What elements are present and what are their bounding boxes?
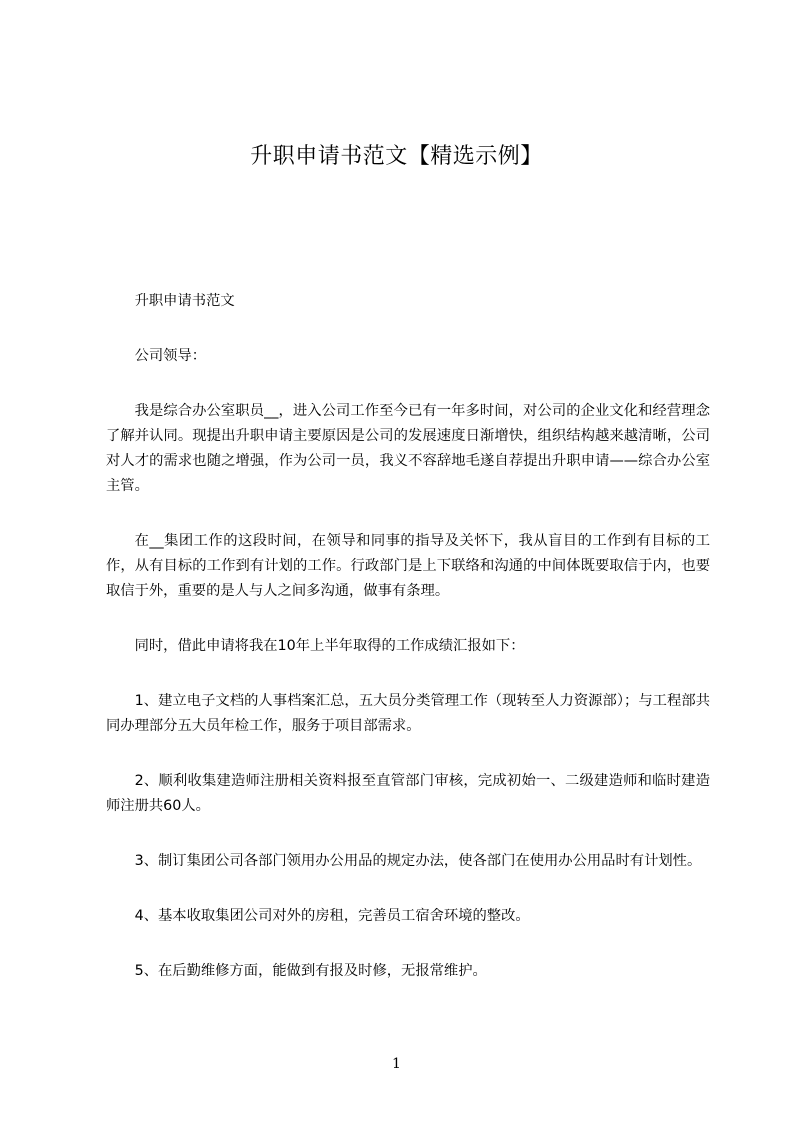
list-item-5: 5、在后勤维修方面，能做到有报及时修，无报常维护。: [134, 963, 487, 979]
paragraph-report-lead: 同时，借此申请将我在10年上半年取得的工作成绩汇报如下：: [134, 638, 525, 654]
page-number: 1: [392, 1056, 401, 1072]
document-title: 升职申请书范文【精选示例】: [250, 144, 543, 169]
document-body: [106, 289, 710, 1014]
list-item-4: 4、基本收取集团公司对外的房租，完善员工宿舍环境的整改。: [134, 908, 530, 924]
paragraph-intro: 我是综合办公室职员__，进入公司工作至今已有一年多时间，对公司的企业文化和经营理念了解并认同。现提出升职申请主要原因是公司的发展速度日渐增快，组织结构越来越清晰，公司对人才的需求也随之增强，作为公司一员，我义不容辞地毛遂自荐提出升职申请——综合办公室主管。: [106, 403, 710, 494]
list-item-1: 1、建立电子文档的人事档案汇总，五大员分类管理工作（现转至人力资源部）；与工程部共同办理部分五大员年检工作，服务于项目部需求。: [106, 693, 710, 734]
section-heading: 升职申请书范文: [134, 293, 235, 309]
list-item-2: 2、顺利收集建造师注册相关资料报至直管部门审核，完成初始一、二级建造师和临时建造师注册共60人。: [106, 773, 710, 814]
list-item-3: 3、制订集团公司各部门领用办公用品的规定办法，使各部门在使用办公用品时有计划性。: [134, 853, 702, 869]
salutation: 公司领导：: [134, 348, 207, 364]
paragraph-experience: 在__集团工作的这段时间，在领导和同事的指导及关怀下，我从盲目的工作到有目标的工作，从有目标的工作到有计划的工作。行政部门是上下联络和沟通的中间体既要取信于内，也要取信于外，重要的是人与人之间多沟通，做事有条理。: [106, 533, 710, 599]
